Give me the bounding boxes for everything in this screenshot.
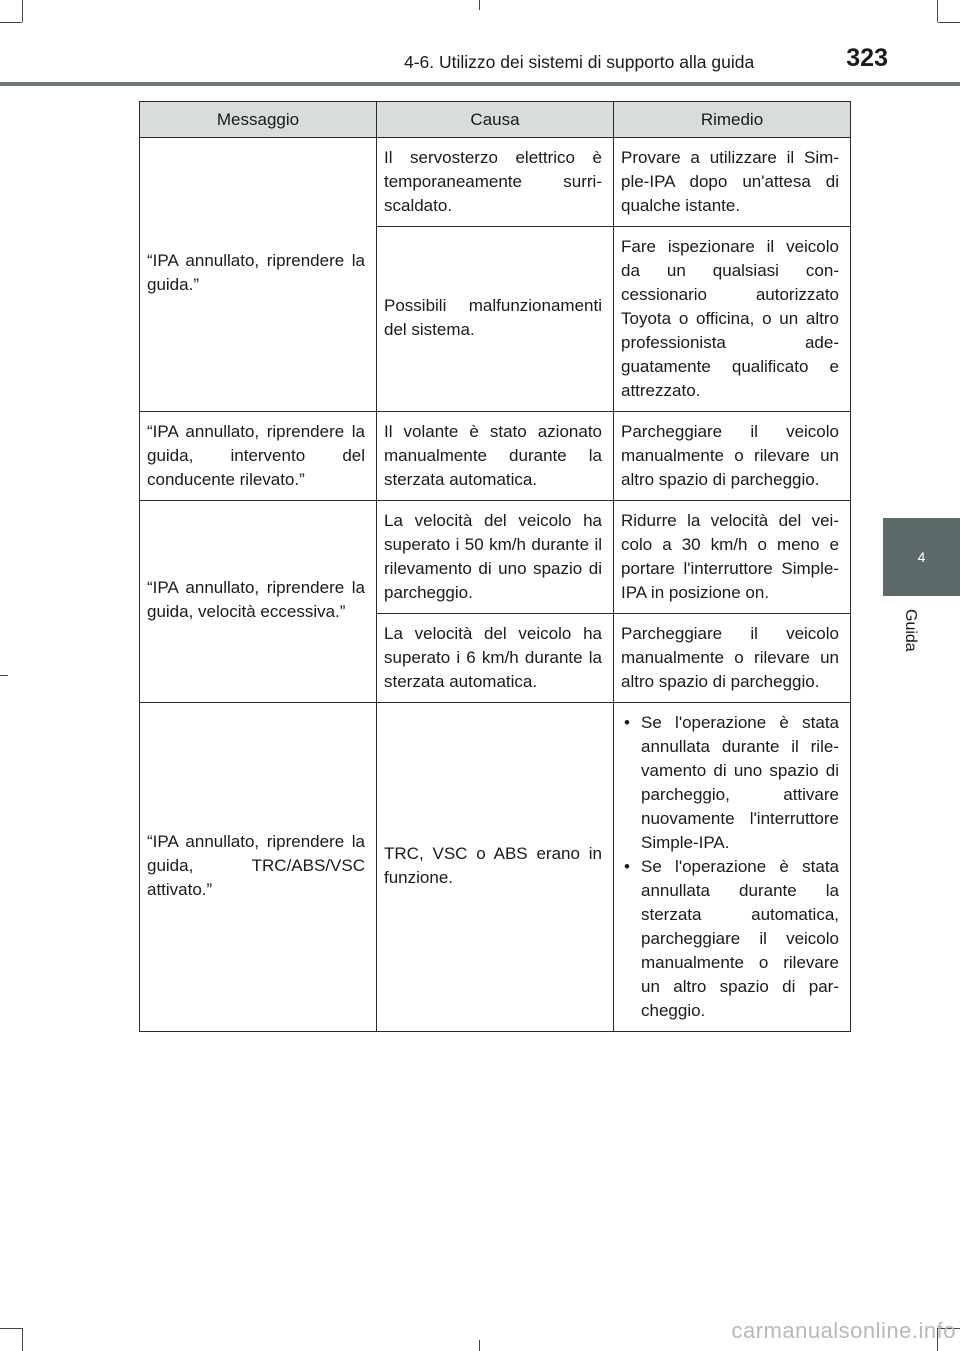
message-cell: “IPA annullato, riprendere la guida.” — [140, 138, 377, 412]
cause-cell: TRC, VSC o ABS erano in funzione. — [377, 703, 614, 1032]
crop-mark — [479, 0, 480, 10]
page-number: 323 — [846, 44, 888, 72]
crop-mark — [0, 22, 22, 23]
running-header-section: 4-6. Utilizzo dei sistemi di supporto alla guida — [404, 52, 755, 72]
cause-cell: Il servosterzo elettrico è temporaneamente surriscaldato. — [377, 138, 614, 227]
message-cell: “IPA annullato, riprendere la guida, intervento del conducente rilevato.” — [140, 412, 377, 501]
message-cell: “IPA annullato, riprendere la guida, TRC/ABS/VSC attivato.” — [140, 703, 377, 1032]
header-rule — [0, 82, 960, 86]
table-row — [140, 138, 851, 227]
table-header-row — [140, 102, 851, 138]
column-header-causa: Causa — [377, 102, 614, 138]
messages-table — [139, 101, 851, 1032]
remedy-cell: Fare ispezionare il veicolo da un qualsiasi concessionario autorizzato Toyota o officina, o un altro professionista adeguatamente qualificato e attrezzato. — [614, 227, 851, 412]
message-cell: “IPA annullato, riprendere la guida, velocità eccessiva.” — [140, 501, 377, 703]
list-item: • Se l'operazione è stata annullata durante la sterzata automatica, parcheggiare il veicolo manualmente o rilevare un altro spazio di parcheggio. — [621, 855, 839, 1023]
table-row — [140, 412, 851, 501]
remedy-cell — [614, 703, 851, 1032]
crop-mark — [22, 1328, 23, 1351]
remedy-cell: Parcheggiare il veicolo manualmente o rilevare un altro spazio di parcheggio. — [614, 614, 851, 703]
chapter-label: Guida — [902, 608, 919, 652]
cause-cell: Il volante è stato azionato manualmente durante la sterzata automatica. — [377, 412, 614, 501]
list-item: • Se l'operazione è stata annullata durante il rilevamento di uno spazio di parcheggio, attivare nuovamente l'interruttore Simple-IPA. — [621, 711, 839, 855]
crop-mark — [938, 22, 960, 23]
chapter-number: 4 — [917, 549, 926, 565]
crop-mark — [937, 0, 938, 22]
remedy-bullet-list — [621, 711, 839, 1023]
column-header-messaggio: Messaggio — [140, 102, 377, 138]
crop-mark — [0, 675, 8, 676]
crop-mark — [22, 0, 23, 22]
remedy-cell: Parcheggiare il veicolo manualmente o rilevare un altro spazio di parcheggio. — [614, 412, 851, 501]
watermark: carmanualsonline.info — [731, 1318, 956, 1343]
crop-mark — [0, 1328, 22, 1329]
cause-cell: Possibili malfunzionamenti del sistema. — [377, 227, 614, 412]
column-header-rimedio: Rimedio — [614, 102, 851, 138]
table-row — [140, 501, 851, 614]
remedy-cell: Provare a utilizzare il Simple-IPA dopo un'attesa di qualche istante. — [614, 138, 851, 227]
cause-cell: La velocità del veicolo ha superato i 50 km/h durante il rilevamento di uno spazio di parcheggio. — [377, 501, 614, 614]
remedy-cell: Ridurre la velocità del veicolo a 30 km/h o meno e portare l'interruttore Simple-IPA in posizione on. — [614, 501, 851, 614]
chapter-tab — [883, 518, 960, 596]
crop-mark — [479, 1340, 480, 1351]
cause-cell: La velocità del veicolo ha superato i 6 km/h durante la sterzata automatica. — [377, 614, 614, 703]
table-row — [140, 703, 851, 1032]
